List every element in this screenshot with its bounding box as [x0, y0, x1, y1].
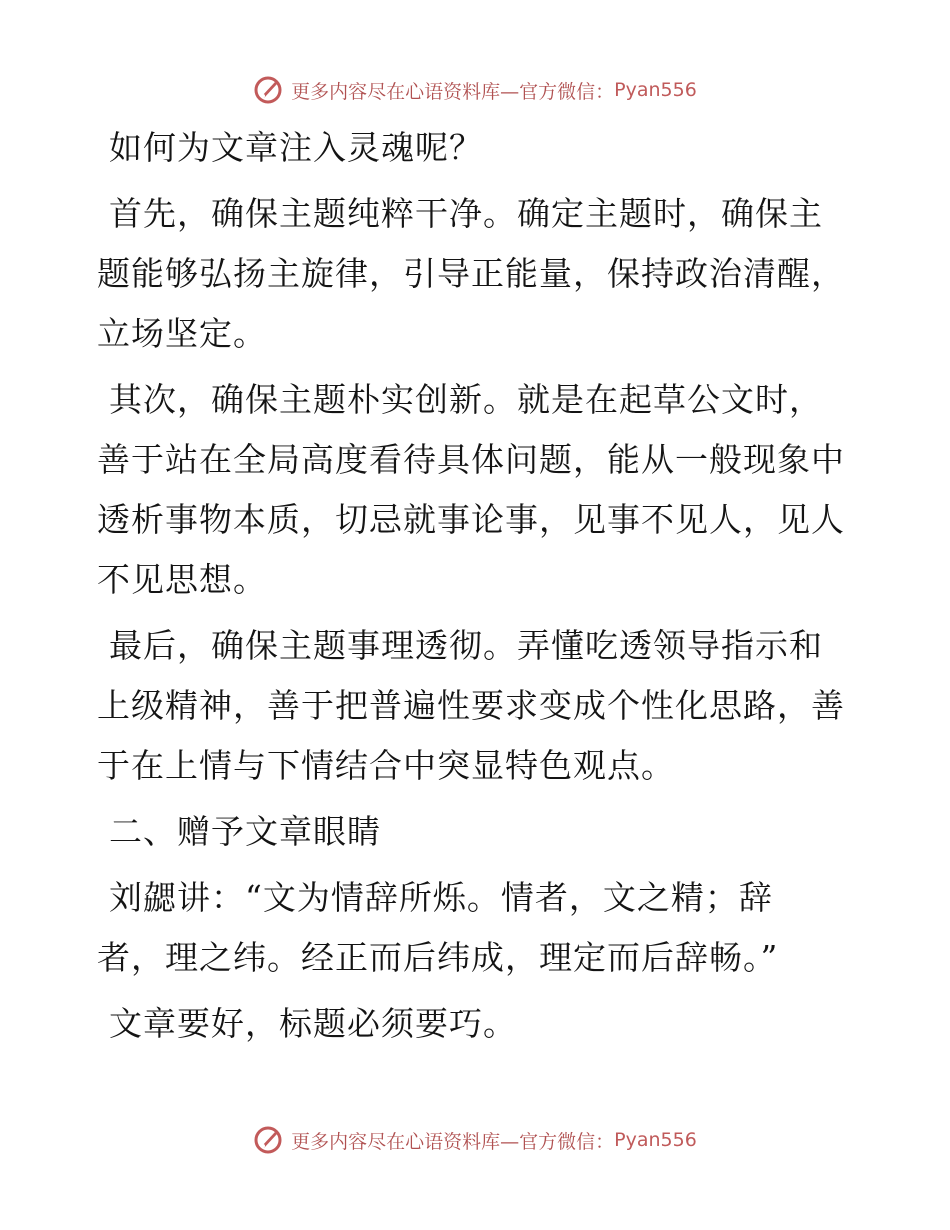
header-watermark-wechat: Pyan556	[614, 79, 697, 101]
paragraph-line: 刘勰讲：“文为情辞所烁。情者，文之精；辞	[109, 878, 773, 917]
paragraph-line: 题能够弘扬主旋律，引导正能量，保持政治清醒，	[97, 254, 845, 293]
section-heading	[97, 802, 852, 862]
section-heading-text: 二、赠予文章眼睛	[109, 812, 381, 851]
paragraph-quote	[97, 868, 852, 988]
paragraph-line: 立场坚定。	[97, 314, 267, 353]
footer-watermark-text: 更多内容尽在心语资料库—官方微信：	[291, 1130, 615, 1153]
footer-watermark-wechat: Pyan556	[614, 1129, 697, 1151]
paragraph-third	[97, 616, 852, 796]
paragraph-line: 首先，确保主题纯粹干净。确定主题时，确保主	[109, 194, 823, 233]
header-watermark-text: 更多内容尽在心语资料库—官方微信：	[291, 80, 615, 103]
paragraph-question	[97, 118, 852, 178]
paragraph-second	[97, 370, 852, 610]
paragraph-line: 其次，确保主题朴实创新。就是在起草公文时，	[109, 380, 823, 419]
paragraph-line: 者，理之纬。经正而后纬成，理定而后辞畅。”	[97, 938, 779, 977]
paragraph-first	[97, 184, 852, 364]
paragraph-line: 于在上情与下情结合中突显特色观点。	[97, 746, 675, 785]
quill-logo-icon	[253, 1125, 283, 1155]
paragraph-title-tip	[97, 994, 852, 1054]
paragraph-line: 上级精神，善于把普遍性要求变成个性化思路，善	[97, 686, 845, 725]
footer-watermark	[0, 1120, 950, 1160]
document-body	[97, 118, 852, 1060]
paragraph-line: 善于站在全局高度看待具体问题，能从一般现象中	[97, 440, 845, 479]
paragraph-line: 如何为文章注入灵魂呢？	[109, 128, 483, 167]
paragraph-line: 不见思想。	[97, 560, 267, 599]
quill-logo-icon	[253, 75, 283, 105]
paragraph-line: 透析事物本质，切忌就事论事，见事不见人，见人	[97, 500, 845, 539]
paragraph-line: 文章要好，标题必须要巧。	[109, 1004, 517, 1043]
paragraph-line: 最后，确保主题事理透彻。弄懂吃透领导指示和	[109, 626, 823, 665]
header-watermark	[0, 70, 950, 110]
